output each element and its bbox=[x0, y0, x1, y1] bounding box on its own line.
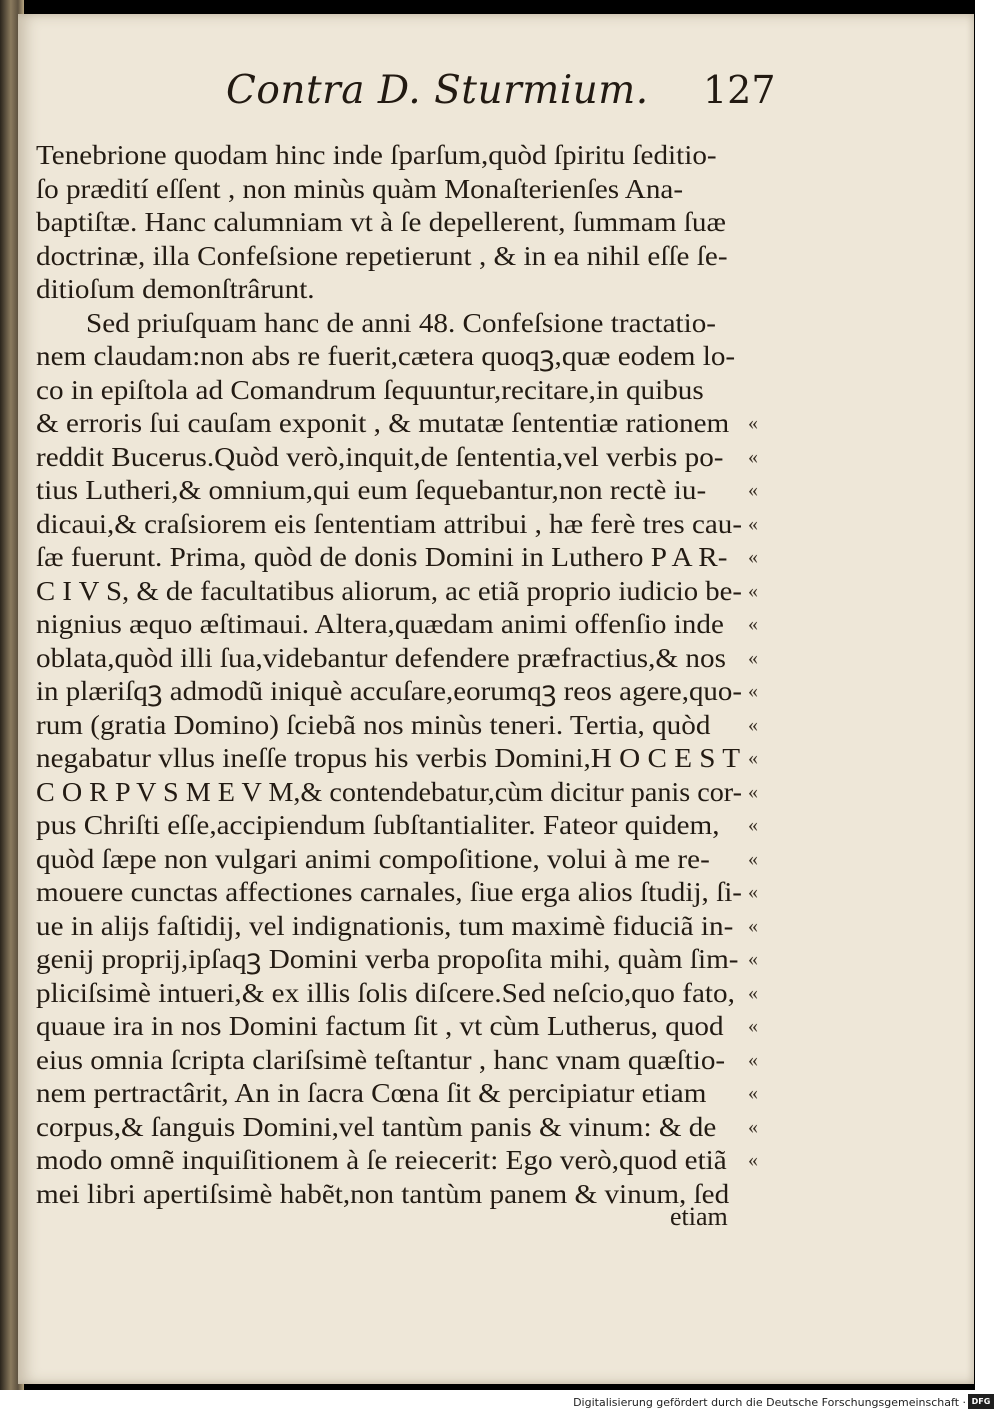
line-text: doctrinæ, illa Confeſsione repetierunt , & in ea nihil eſſe ſe- bbox=[36, 240, 728, 271]
quotation-marker: « bbox=[748, 881, 758, 903]
quotation-marker: « bbox=[748, 780, 758, 803]
text-line bbox=[18, 240, 974, 273]
quotation-marker: « bbox=[748, 948, 758, 970]
line-text: genij proprij,ipſaqꝫ Domini verba propoſita mihi, quàm ſim- bbox=[36, 944, 739, 974]
quotation-marker: « bbox=[748, 1015, 758, 1037]
line-text: C I V S, & de facultatibus aliorum, ac etiã proprio iudicio be- bbox=[36, 575, 743, 606]
text-line bbox=[18, 1111, 974, 1144]
footer-bar bbox=[0, 1390, 1000, 1416]
text-line bbox=[18, 206, 974, 239]
line-text: in plæriſqꝫ admodũ iniquè accuſare,eorumqꝫ reos agere,quo- bbox=[36, 676, 743, 706]
quotation-marker: « bbox=[748, 1149, 758, 1171]
text-line bbox=[18, 776, 974, 809]
line-text: ſæ fuerunt. Prima, quòd de donis Domini in Luthero P A R- bbox=[36, 542, 728, 572]
quotation-marker: « bbox=[748, 747, 758, 769]
text-line bbox=[18, 1044, 974, 1077]
line-text: nem claudam:non abs re fuerit,cætera quoqꝫ,quæ eodem lo- bbox=[36, 341, 736, 371]
quotation-marker: « bbox=[748, 479, 758, 501]
line-text: negabatur vllus ineſſe tropus his verbis Domini,H O C E S T bbox=[36, 743, 741, 773]
quotation-marker: « bbox=[748, 1048, 758, 1071]
text-line bbox=[18, 977, 974, 1010]
book-page bbox=[18, 14, 974, 1384]
line-text: dicaui,& craſsiorem eis ſententiam attribui , hæ ferè tres cau- bbox=[36, 508, 743, 539]
text-line bbox=[18, 173, 974, 206]
quotation-marker: « bbox=[748, 1082, 758, 1104]
text-line bbox=[18, 407, 974, 440]
text-line bbox=[18, 307, 974, 340]
quotation-marker: « bbox=[748, 847, 758, 870]
quotation-marker: « bbox=[748, 445, 758, 468]
line-text: ue in alijs faſtidij, vel indignationis, tum maximè fiduciã in- bbox=[36, 910, 734, 941]
text-line bbox=[18, 608, 974, 641]
text-line bbox=[18, 508, 974, 541]
text-line bbox=[18, 843, 974, 876]
line-text: eius omnia ſcripta clariſsimè teſtantur , hanc vnam quæſtio- bbox=[36, 1044, 726, 1075]
dfg-logo: DFG bbox=[968, 1394, 994, 1409]
quotation-marker: « bbox=[748, 981, 758, 1004]
line-text: quaue ira in nos Domini factum ſit , vt cùm Lutherus, quod bbox=[36, 1011, 724, 1041]
quotation-marker: « bbox=[748, 579, 758, 602]
line-text: nem pertractârit, An in ſacra Cœna ſit & percipiatur etiam bbox=[36, 1078, 707, 1108]
line-text: Tenebrione quodam hinc inde ſparſum,quòd ſpiritu ſeditio- bbox=[36, 140, 717, 170]
running-head bbox=[18, 68, 974, 138]
line-text: & erroris ſui cauſam exponit , & mutatæ ſententiæ rationem bbox=[36, 408, 730, 438]
quotation-marker: « bbox=[748, 613, 758, 635]
line-text: reddit Bucerus.Quòd verò,inquit,de ſententia,vel verbis po- bbox=[36, 441, 724, 472]
line-text: quòd ſæpe non vulgari animi compoſitione, volui à me re- bbox=[36, 843, 710, 874]
quotation-marker: « bbox=[748, 412, 758, 434]
text-line bbox=[18, 474, 974, 507]
quotation-marker: « bbox=[748, 713, 758, 736]
text-line bbox=[18, 1077, 974, 1110]
line-text: mei libri apertiſsimè habẽt,non tantùm panem & vinum, ſed bbox=[36, 1178, 730, 1209]
line-text: C O R P V S M E V M,& contendebatur,cùm dicitur panis cor- bbox=[36, 776, 743, 807]
text-line bbox=[18, 1010, 974, 1043]
line-text: modo omnẽ inquiſitionem à ſe reiecerit: Ego verò,quod etiã bbox=[36, 1145, 727, 1175]
text-line bbox=[18, 943, 974, 976]
line-text: Sed priuſquam hanc de anni 48. Confeſsione tractatio- bbox=[86, 307, 717, 338]
quotation-marker: « bbox=[748, 546, 758, 568]
text-line bbox=[18, 139, 974, 172]
running-title: Contra D. Sturmium. bbox=[226, 68, 649, 113]
line-text: baptiſtæ. Hanc calumniam vt à ſe depellerent, ſummam ſuæ bbox=[36, 207, 726, 237]
line-text: ditioſum demonſtrârunt. bbox=[36, 274, 315, 304]
text-line bbox=[18, 374, 974, 407]
line-text: nignius æquo æſtimaui. Altera,quædam animi offenſio inde bbox=[36, 609, 724, 639]
quotation-marker: « bbox=[748, 1115, 758, 1138]
line-text: mouere cunctas affectiones carnales, ſiue erga alios ſtudij, ſi- bbox=[36, 877, 743, 907]
text-line bbox=[18, 441, 974, 474]
line-text: oblata,quòd illi ſua,videbantur defendere præfractius,& nos bbox=[36, 642, 726, 673]
text-line bbox=[18, 910, 974, 943]
text-line bbox=[18, 340, 974, 373]
text-line bbox=[18, 742, 974, 775]
funding-notice: Digitalisierung gefördert durch die Deutsche Forschungsgemeinschaft · bbox=[573, 1396, 966, 1409]
line-text: rum (gratia Domino) ſciebã nos minùs teneri. Tertia, quòd bbox=[36, 709, 711, 740]
line-text: pus Chriſti eſſe,accipiendum ſubſtantialiter. Fateor quidem, bbox=[36, 810, 720, 840]
quotation-marker: « bbox=[748, 680, 758, 702]
line-text: pliciſsimè intueri,& ex illis ſolis diſcere.Sed neſcio,quo fato, bbox=[36, 977, 735, 1008]
quotation-marker: « bbox=[748, 512, 758, 535]
line-text: ſo prædití eſſent , non minùs quàm Monaſterienſes Ana- bbox=[36, 173, 684, 204]
page-number: 127 bbox=[703, 68, 776, 112]
line-text: corpus,& ſanguis Domini,vel tantùm panis & vinum: & de bbox=[36, 1111, 717, 1142]
quotation-marker: « bbox=[748, 646, 758, 669]
text-line bbox=[18, 273, 974, 306]
text-line bbox=[18, 809, 974, 842]
quotation-marker: « bbox=[748, 814, 758, 836]
text-line bbox=[18, 709, 974, 742]
line-text: tius Lutheri,& omnium,qui eum ſequebantur,non rectè iu- bbox=[36, 475, 707, 505]
text-line bbox=[18, 675, 974, 708]
text-line bbox=[18, 541, 974, 574]
text-line bbox=[18, 1144, 974, 1177]
text-line bbox=[18, 575, 974, 608]
text-line bbox=[18, 876, 974, 909]
text-line bbox=[18, 1178, 974, 1211]
text-line bbox=[18, 642, 974, 675]
catchword: etiam bbox=[670, 1202, 728, 1231]
quotation-marker: « bbox=[748, 914, 758, 937]
line-text: co in epiſtola ad Comandrum ſequuntur,recitare,in quibus bbox=[36, 374, 704, 405]
